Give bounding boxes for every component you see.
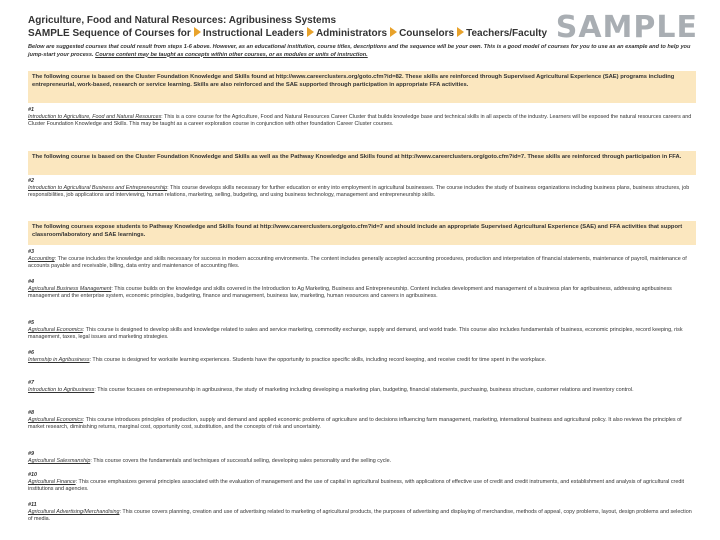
- sequence-line: [28, 27, 568, 41]
- course-number: #8: [28, 410, 34, 416]
- course-number: #11: [28, 502, 37, 508]
- cluster-foundation-band: The following course is based on the Cluster Foundation Knowledge and Skills found at http://www.careerclusters.org/goto.cfm?id=82. These skills are reinforced through Supervised Agricultural Experience (SAE) programs including entrepreneurial, work-based, research or service learning. Skills are also reinforced and the SAE supported through participation in appropriate FFA activities.: [28, 71, 696, 103]
- arrow-icon: [194, 27, 201, 37]
- document-title: Agriculture, Food and Natural Resources: Agribusiness Systems: [28, 15, 337, 26]
- course-item: [28, 410, 696, 432]
- course-number: #1: [28, 107, 34, 113]
- sample-watermark: SAMPLE: [555, 10, 698, 45]
- sequence-label: SAMPLE Sequence of Courses for: [28, 28, 191, 39]
- course-description: : This course emphasizes general principles associated with the evaluation of management and the use of capital in agricultural business, with applications of effective use of credit and credit instruments, and establishment and analysis of agricultural credit institutions and agencies.: [28, 479, 685, 493]
- course-description: : This course is designed to develop skills and knowledge related to sales and service marketing, commodity exchange, supply and demand, and world trade. This course also includes fundamentals of business, economic principles, record keeping, risk management, taxes, legal issues and marketing strategies.: [28, 327, 683, 341]
- intro-underlined-text: Course content may be taught as concepts within other courses, or as modules or units of instruction.: [95, 51, 368, 58]
- course-item: [28, 350, 696, 364]
- course-description: : This is a core course for the Agriculture, Food and Natural Resources Career Cluster that builds knowledge base and technical skills in all aspects of the industry. Learners will be exposed the natural resources careers and Cluster Foundation Knowledge and Skills. This may be taught as a career exploration course in conjunction with other foundation Career Cluster courses.: [28, 114, 692, 128]
- course-number: #3: [28, 249, 34, 255]
- course-number: #5: [28, 320, 34, 326]
- course-name: Agricultural Advertising/Merchandising: [28, 509, 120, 516]
- course-name: Agricultural Economics: [28, 327, 83, 334]
- course-name: Agricultural Business Management: [28, 286, 112, 293]
- course-name: Agricultural Salesmanship: [28, 458, 91, 465]
- course-description: : This course covers the fundamentals and techniques of successful selling, developing sales personality and the selling cycle.: [90, 458, 392, 465]
- course-item: [28, 249, 696, 271]
- course-description: : This course covers planning, creation and use of advertising related to marketing of agricultural products, the purposes of advertising and displaying of merchandise, methods of appeal, copy problems, layout, design problems and selection of media.: [28, 509, 692, 523]
- course-item: [28, 380, 696, 394]
- course-number: #4: [28, 279, 34, 285]
- course-description: : This course develops skills necessary for further education or entry into employment in agricultural businesses. The course includes the study of business organizations including business plans, business structures, job responsibilities, job applications and interviewing, human relations, marketing, selling, budgeting, and using business technology, management and entrepreneurship skills.: [28, 185, 690, 199]
- course-item: [28, 320, 696, 342]
- course-description: : The course includes the knowledge and skills necessary for success in modern accounting environments. The content includes generally accepted accounting procedures, production and interpretation of financial statements, maintenance of payroll, maintenance of accounts payable and receivable, billing, data entry and maintenance of accounting files.: [28, 256, 687, 270]
- course-description: : This course focuses on entrepreneurship in agribusiness, the study of marketing including developing a marketing plan, budgeting, financial statements, purchasing, business structure, customer relations and inventory control.: [94, 387, 634, 394]
- course-item: [28, 451, 696, 465]
- pathway-sae-band: The following courses expose students to Pathway Knowledge and Skills found at http://www.careerclusters.org/goto.cfm?id=7 and should include an appropriate Supervised Agricultural Experience (SAE) and FFA activities that support classroom/laboratory and SAE learnings.: [28, 221, 696, 245]
- course-description: : This course is designed for worksite learning experiences. Students have the opportunity to practice specific skills, including record keeping, and receive credit for time spent in the workplace.: [89, 357, 547, 364]
- course-name: Introduction to Agribusiness: [28, 387, 95, 394]
- course-item: [28, 178, 696, 200]
- document-header: [28, 14, 568, 41]
- course-item: [28, 107, 696, 129]
- intro-paragraph: [28, 44, 696, 59]
- course-number: #6: [28, 350, 34, 356]
- course-item: [28, 279, 696, 301]
- course-description: : This course builds on the knowledge and skills covered in the Introduction to Ag Marketing, Business and Entrepreneurship. Content includes development and management of a business plan for agribusiness, addressing agribusiness management and the enterprise system, economic principles, budgeting, finance and management, business law, marketing, human resources and careers in agribusiness.: [28, 286, 672, 300]
- course-number: #2: [28, 178, 34, 184]
- course-number: #7: [28, 380, 34, 386]
- course-name: Accounting: [28, 256, 55, 263]
- course-description: : This course introduces principles of production, supply and demand and applied economic problems of agriculture and to decisions influencing farm management, marketing, international business and agricultural policy. It also reviews the principles of market research, diminishing returns, marginal cost, opportunity cost, substitution, and the concepts of risk and uncertainty.: [28, 417, 682, 431]
- course-number: #9: [28, 451, 34, 457]
- course-name: Agricultural Economics: [28, 417, 83, 424]
- arrow-icon: [390, 27, 397, 37]
- intro-text: Below are suggested courses that could result from steps 1-6 above. However, as an educational institution, course titles, descriptions and the sequence will be your own. This is a good model of courses for you to use as an example and to help you jump-start your process.: [28, 44, 691, 58]
- arrow-icon: [457, 27, 464, 37]
- course-number: #10: [28, 472, 37, 478]
- audience-instructional-leaders: Instructional Leaders: [202, 28, 304, 39]
- audience-administrators: Administrators: [315, 28, 388, 39]
- pathway-band: The following course is based on the Cluster Foundation Knowledge and Skills as well as the Pathway Knowledge and Skills found at http://www.careerclusters.org/goto.cfm?id=7. These skills are reinforced through participation in FFA.: [28, 151, 696, 175]
- course-name: Agricultural Finance: [28, 479, 76, 486]
- arrow-icon: [307, 27, 314, 37]
- course-item: [28, 472, 696, 494]
- course-name: Internship in Agribusiness: [28, 357, 90, 364]
- course-item: [28, 502, 696, 524]
- audience-teachers-faculty: Teachers/Faculty: [466, 28, 548, 39]
- course-name: Introduction to Agricultural Business and Entrepreneurship: [28, 185, 168, 192]
- course-name: Introduction to Agriculture, Food and Natural Resources: [28, 114, 162, 121]
- audience-counselors: Counselors: [399, 28, 455, 39]
